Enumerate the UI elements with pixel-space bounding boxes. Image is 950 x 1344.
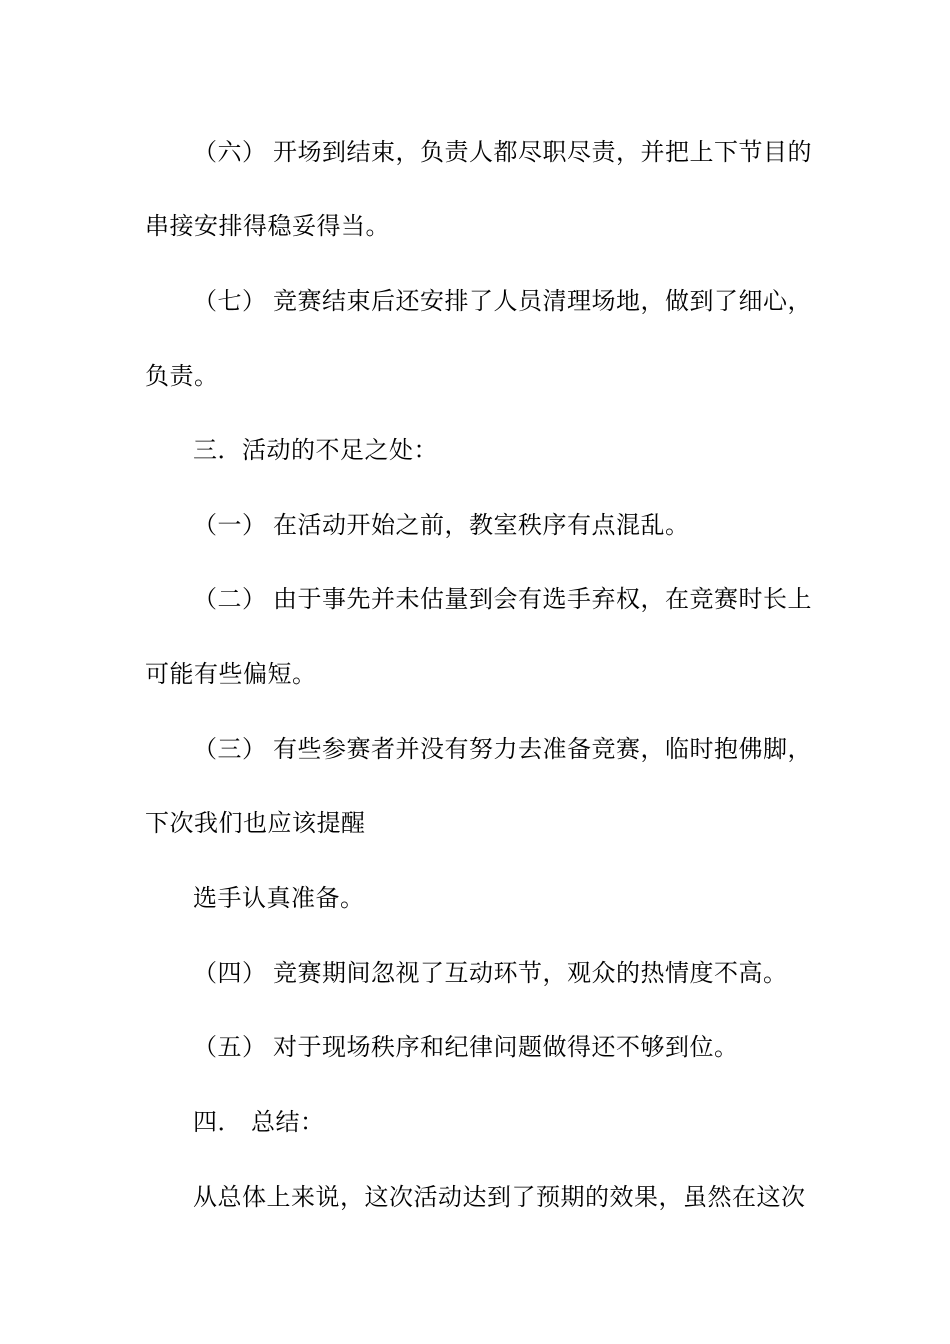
item-text-4: 竞赛期间忽视了互动环节，观众的热情度不高。 bbox=[273, 959, 788, 987]
item-marker-7: （七） bbox=[193, 287, 267, 315]
shortcoming-item-2-line-2: 可能有些偏短。 bbox=[145, 660, 317, 688]
heading-text-4: 总结： bbox=[251, 1108, 325, 1136]
item-text-5: 对于现场秩序和纪律问题做得还不够到位。 bbox=[273, 1033, 739, 1061]
item-marker-6: （六） bbox=[193, 138, 267, 166]
heading-marker-4: 四． bbox=[193, 1108, 242, 1136]
conclusion-paragraph-line-1: 从总体上来说，这次活动达到了预期的效果，虽然在这次 bbox=[193, 1183, 806, 1211]
shortcoming-item-5 bbox=[193, 1031, 739, 1063]
shortcoming-item-3-line-2: 下次我们也应该提醒 bbox=[145, 809, 366, 837]
item-text-7: 竞赛结束后还安排了人员清理场地，做到了细心， bbox=[273, 287, 812, 315]
item-marker-2: （二） bbox=[193, 585, 267, 613]
section-heading-3: 三．活动的不足之处： bbox=[193, 436, 438, 464]
shortcoming-item-3-line-1 bbox=[193, 733, 812, 765]
item-marker-5: （五） bbox=[193, 1033, 267, 1061]
item-text-2: 由于事先并未估量到会有选手弃权，在竞赛时长上 bbox=[273, 585, 812, 613]
item-marker-1: （一） bbox=[193, 511, 267, 539]
shortcoming-item-1 bbox=[193, 509, 690, 541]
item-text-6: 开场到结束，负责人都尽职尽责，并把上下节目的 bbox=[273, 138, 812, 166]
shortcoming-item-2-line-1 bbox=[193, 583, 812, 615]
item-text-1: 在活动开始之前，教室秩序有点混乱。 bbox=[273, 511, 690, 539]
paragraph-item-7-line-1 bbox=[193, 285, 812, 317]
paragraph-item-6-line-2: 串接安排得稳妥得当。 bbox=[145, 212, 390, 240]
shortcoming-item-3-continuation: 选手认真准备。 bbox=[193, 884, 365, 912]
shortcoming-item-4 bbox=[193, 957, 788, 989]
item-marker-4: （四） bbox=[193, 959, 267, 987]
item-marker-3: （三） bbox=[193, 735, 267, 763]
section-heading-4 bbox=[193, 1106, 325, 1138]
item-text-3: 有些参赛者并没有努力去准备竞赛，临时抱佛脚， bbox=[273, 735, 812, 763]
paragraph-item-6-line-1 bbox=[193, 136, 812, 168]
paragraph-item-7-line-2: 负责。 bbox=[145, 362, 219, 390]
